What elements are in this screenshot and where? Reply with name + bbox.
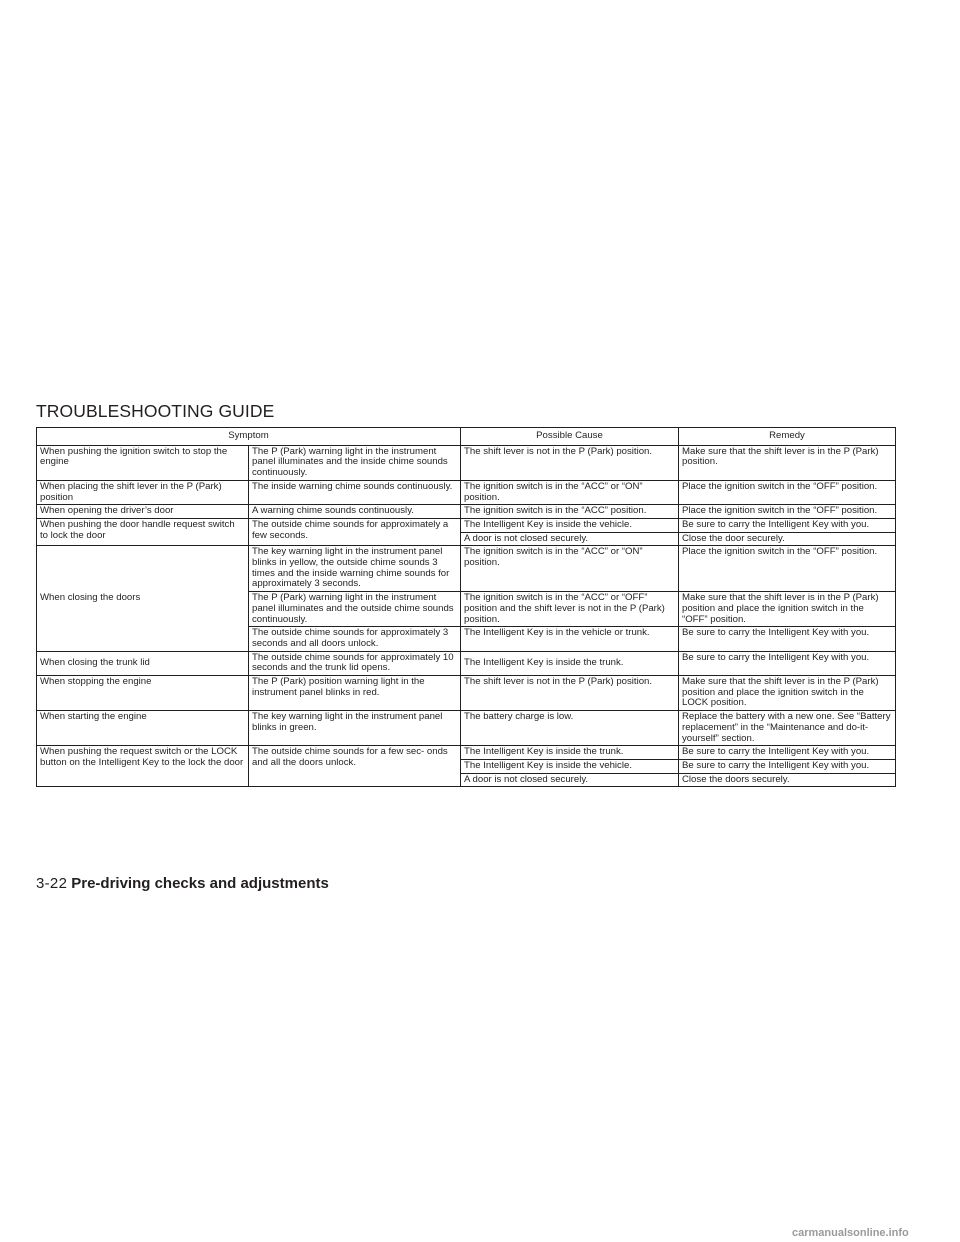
section-title: Pre-driving checks and adjustments [71,875,329,892]
symptom-cell: When stopping the engine [37,676,249,711]
table-row [37,676,896,711]
remedy-cell: Be sure to carry the Intelligent Key with you. [679,627,896,651]
cause-cell: The Intelligent Key is inside the trunk. [461,746,679,760]
indication-cell: The key warning light in the instrument panel blinks in yellow, the outside chime sounds 3 times and the inside warning chime sounds for approximately 3 seconds. [249,546,461,592]
symptom-cell: When placing the shift lever in the P (Park) position [37,480,249,504]
remedy-cell: Place the ignition switch in the “OFF” position. [679,505,896,519]
cause-cell: The shift lever is not in the P (Park) position. [461,445,679,480]
table-row [37,546,896,592]
cause-cell: The Intelligent Key is inside the vehicle. [461,759,679,773]
indication-cell: The outside chime sounds for approximately a few seconds. [249,518,461,545]
indication-cell: The outside chime sounds for approximately 3 seconds and all doors unlock. [249,627,461,651]
page-number: 3-22 [36,875,68,892]
indication-cell: The outside chime sounds for approximately 10 seconds and the trunk lid opens. [249,651,461,675]
cause-cell: A door is not closed securely. [461,773,679,787]
indication-cell: A warning chime sounds continuously. [249,505,461,519]
symptom-cell: When pushing the request switch or the LOCK button on the Intelligent Key to the lock the door [37,746,249,787]
table-row [37,651,896,675]
indication-cell: The inside warning chime sounds continuously. [249,480,461,504]
remedy-cell: Close the doors securely. [679,773,896,787]
table-row [37,746,896,760]
symptom-cell: When opening the driver’s door [37,505,249,519]
page-footer [36,875,329,892]
cause-cell: The ignition switch is in the “ACC” or “ON” position. [461,480,679,504]
table-header-row [37,428,896,446]
remedy-cell: Be sure to carry the Intelligent Key with you. [679,518,896,532]
page-title: TROUBLESHOOTING GUIDE [36,401,275,421]
cause-cell: The battery charge is low. [461,711,679,746]
remedy-cell: Place the ignition switch in the “OFF” position. [679,546,896,592]
remedy-cell: Make sure that the shift lever is in the P (Park) position and place the ignition switch in the LOCK position. [679,676,896,711]
symptom-cell: When starting the engine [37,711,249,746]
troubleshooting-table [36,427,896,787]
cause-cell: The Intelligent Key is inside the trunk. [461,651,679,675]
symptom-cell: When pushing the ignition switch to stop the engine [37,445,249,480]
watermark-text: carmanualsonline.info [792,1227,909,1239]
remedy-cell: Place the ignition switch in the “OFF” position. [679,480,896,504]
indication-cell: The key warning light in the instrument panel blinks in green. [249,711,461,746]
remedy-cell: Be sure to carry the Intelligent Key with you. [679,759,896,773]
remedy-cell: Make sure that the shift lever is in the P (Park) position and place the ignition switch in the “OFF” position. [679,592,896,627]
indication-cell: The P (Park) warning light in the instrument panel illuminates and the outside chime sounds continuously. [249,592,461,627]
remedy-cell: Be sure to carry the Intelligent Key with you. [679,746,896,760]
table-row [37,711,896,746]
cause-cell: A door is not closed securely. [461,532,679,546]
cause-cell: The Intelligent Key is inside the vehicle. [461,518,679,532]
symptom-cell: When pushing the door handle request switch to lock the door [37,518,249,545]
indication-cell: The P (Park) warning light in the instrument panel illuminates and the inside chime sounds continuously. [249,445,461,480]
remedy-cell: Close the door securely. [679,532,896,546]
cause-cell: The shift lever is not in the P (Park) position. [461,676,679,711]
header-symptom: Symptom [37,428,461,446]
table-row [37,518,896,532]
table-row [37,505,896,519]
remedy-cell: Be sure to carry the Intelligent Key with you. [679,651,896,675]
symptom-cell: When closing the trunk lid [37,651,249,675]
cause-cell: The ignition switch is in the “ACC” position. [461,505,679,519]
indication-cell: The outside chime sounds for a few sec- onds and all the doors unlock. [249,746,461,787]
symptom-cell: When closing the doors [37,546,249,651]
remedy-cell: Replace the battery with a new one. See “Battery replacement” in the “Maintenance and do-it-yourself” section. [679,711,896,746]
table-row [37,480,896,504]
cause-cell: The Intelligent Key is in the vehicle or trunk. [461,627,679,651]
header-possible-cause: Possible Cause [461,428,679,446]
remedy-cell: Make sure that the shift lever is in the P (Park) position. [679,445,896,480]
cause-cell: The ignition switch is in the “ACC” or “ON” position. [461,546,679,592]
table-row [37,445,896,480]
indication-cell: The P (Park) position warning light in the instrument panel blinks in red. [249,676,461,711]
header-remedy: Remedy [679,428,896,446]
cause-cell: The ignition switch is in the “ACC” or “OFF” position and the shift lever is not in the P (Park) position. [461,592,679,627]
